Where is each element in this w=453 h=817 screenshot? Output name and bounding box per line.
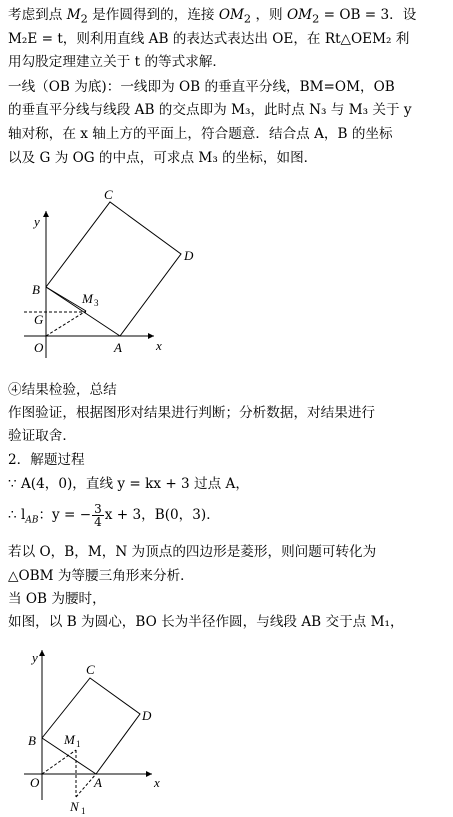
label2-m1: M: [64, 732, 75, 747]
dashed-o-m3: [46, 311, 86, 336]
label-b: B: [32, 282, 40, 297]
label-o: O: [34, 340, 44, 355]
label-g: G: [34, 312, 44, 327]
label-m3: M: [82, 291, 93, 306]
label2-d: D: [142, 708, 152, 723]
label2-y: y: [32, 650, 38, 665]
figure-1: [14, 186, 214, 361]
section4-line-2: 作图验证，根据图形对结果进行判断；分析数据，对结果进行: [8, 405, 376, 421]
label2-n1: N: [70, 799, 79, 814]
label-a: A: [114, 340, 122, 355]
segment-b-m3: [46, 287, 86, 311]
intro-line-2: M₂E = t，则利用直线 AB 的表达式表达出 OE，在 Rt△OEM₂ 利: [8, 31, 410, 47]
intro-line-7: 以及 G 为 OG 的中点，可求点 M₃ 的坐标，如图．: [8, 150, 318, 166]
process-line-isosceles: △OBM 为等腰三角形来分析．: [8, 568, 194, 584]
label-y: y: [34, 214, 40, 229]
square-outline-2: [42, 678, 140, 774]
dashed-o-m1: [42, 750, 76, 774]
label2-a: A: [94, 775, 102, 790]
label-x: x: [156, 338, 162, 353]
label2-b: B: [28, 733, 36, 748]
section4-line-3: 验证取舍．: [8, 428, 76, 444]
process-line-circle: 如图，以 B 为圆心，BO 长为半径作圆，与线段 AB 交于点 M₁，: [8, 614, 404, 630]
figure-2: [14, 640, 214, 817]
intro-line-5: 的垂直平分线与线段 AB 的交点即为 M₃，此时点 N₃ 与 M₃ 关于 y: [8, 102, 412, 118]
label2-c: C: [86, 662, 95, 677]
square-outline: [46, 202, 181, 336]
label2-x: x: [154, 775, 160, 790]
intro-line-6: 轴对称，在 x 轴上方的平面上，符合题意．结合点 A，B 的坐标: [8, 126, 393, 142]
dashed-n1-a: [76, 774, 96, 797]
intro-line-4: 一线（OB 为底)：一线即为 OB 的垂直平分线，BM=OM，OB: [8, 79, 395, 95]
intro-line-3: 用勾股定理建立关于 t 的等式求解．: [8, 54, 227, 70]
intro-line-1: 考虑到点 $M_2$ 是作圆得到的，连接 $OM_2$ ，则 $OM_2$ = OB = 3．设: [8, 7, 417, 26]
section4-heading: ④结果检验，总结: [8, 382, 117, 398]
process-line-case: 当 OB 为腰时，: [8, 591, 106, 607]
process-heading: 2．解题过程: [8, 452, 85, 468]
process-line-a: ∵ A(4，0)，直线 y = kx + 3 过点 A，: [8, 476, 249, 492]
process-line-rhombus: 若以 O，B，M，N 为顶点的四边形是菱形，则问题可转化为: [8, 544, 377, 560]
label2-o: O: [30, 775, 40, 790]
fraction: $\frac{3}{4}$: [94, 502, 102, 529]
process-line-lab: ∴ $l_{AB}$：y = − $\frac{3}{4}$ x + 3，B(0，3)．: [8, 502, 220, 529]
label-m3-sub: 3: [94, 298, 99, 308]
label-d: D: [184, 248, 194, 263]
label2-n1-sub: 1: [81, 806, 86, 816]
label2-m1-sub: 1: [76, 739, 81, 749]
label-c: C: [104, 187, 113, 202]
